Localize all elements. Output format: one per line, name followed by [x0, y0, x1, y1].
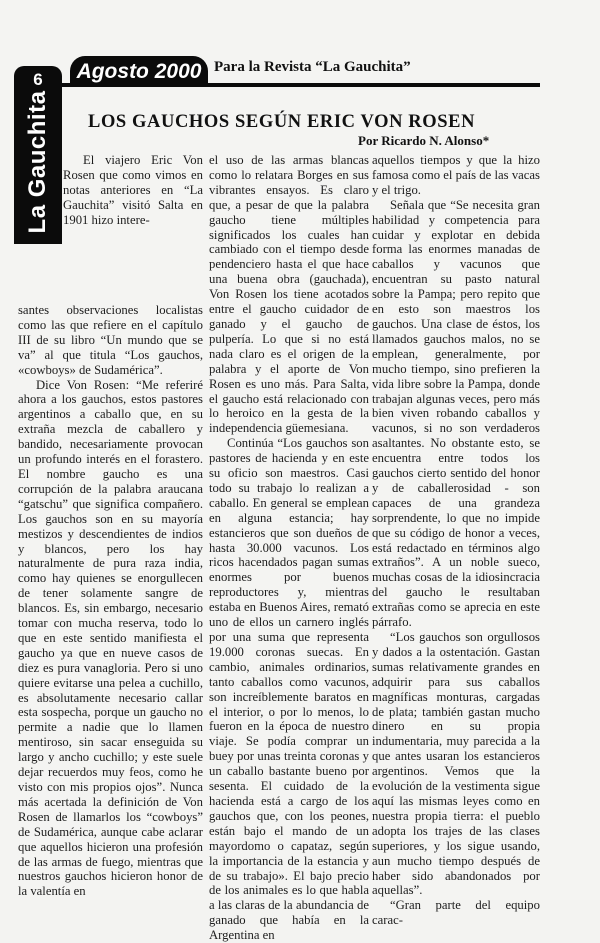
column-3 — [372, 153, 540, 928]
issue-date: Agosto 2000 — [70, 56, 208, 86]
paragraph: santes observaciones localistas como las que refiere en el capítulo III de su libro “Un mundo que se va” al que titula “Los gauchos, «cowboys» de Sudamérica”. — [18, 303, 203, 377]
paragraph: El viajero Eric Von Rosen que como vimos en notas anteriores en “La Gauchita” visitó Salta en 1901 hizo intere- — [63, 153, 203, 227]
paragraph: el uso de las armas blancas como lo relatara Borges en sus vibrantes ensayos. Es claro que, a pesar de que la palabra gaucho tiene múltiples significados los cuales han cambiado con el tiempo desde pendenciero hasta el que hace una buena obra (gauchada), Von Rosen los tiene acotados entre el gaucho cuidador de ganado y el gaucho de pulpería. Lo que si no está nada claro es el origen de la palabra y el aporte de Von Rosen es uno más. Para Salta, el gaucho está relacionado con lo heroico en la gesta de la independencia güemesiana. — [209, 153, 369, 436]
paragraph: Señala que “Se necesita gran habilidad y competencia para cuidar y explotar en debida forma las enormes manadas de caballos y vacunos que encuentran su pasto natural sobre la Pampa; pero repito que en esto son maestros los gauchos. Una clase de éstos, los llamados gauchos malos, no se emplean, generalmente, por mucho tiempo, sino prefieren la vida libre sobre la Pampa, donde trabajan algunas veces, pero más bien viven robando caballos y vacunos, si no son verdaderos asaltantes. No obstante esto, se encuentra entre todos los gauchos cierto sentido del honor y de caballerosidad - son capaces de una grandeza sorprendente, lo que no impide que su código de honor a veces, está redactado en términos algo extraños”. A un noble sueco, muchas cosas de la idiosincracia del gaucho le resultaban extrañas como se aprecia en este párrafo. — [372, 197, 540, 630]
revista-label: Para la Revista “La Gauchita” — [214, 59, 411, 75]
article-title: LOS GAUCHOS SEGÚN ERIC VON ROSEN — [88, 112, 476, 132]
byline: Por Ricardo N. Alonso* — [358, 133, 490, 148]
header-rule — [62, 83, 540, 87]
paragraph: “Gran parte del equipo carac- — [372, 898, 540, 928]
column-1 — [18, 303, 203, 899]
page-number: 6 — [33, 70, 43, 89]
paragraph: “Los gauchos son orgullosos y dados a la ostentación. Gastan sumas relativamente grandes en adquirir para sus caballos magníficas monturas, cargadas de plata; también gastan mucho dinero en su propia indumentaria, muy parecida a la que antes usaran los estancieros argentinos. Vemos que la evolución de la vestimenta sigue aquí las mismas leyes como en nuestra propia tierra: el pueblo adopta los trajes de las clases superiores, y los sigue usando, aun mucho tiempo después de haber sido abandonados por aquellas”. — [372, 630, 540, 898]
column-2 — [209, 153, 369, 943]
paragraph: aquellos tiempos y que la hizo famosa como el país de las vacas y el trigo. — [372, 153, 540, 197]
paragraph: Continúa “Los gauchos son pastores de hacienda y en este su oficio son maestros. Casi todo su trabajo lo realizan a caballo. En general se emplean en alguna estancia; hay estancieros que son dueños de hasta 30.000 vacunos. Los ricos hacendados pagan sumas enormes por buenos reproductores y, mientras estaba en Buenos Aires, remató uno de ellos un carnero inglés por una suma que representa 19.000 coronas suecas. En cambio, animales ordinarios, tanto caballos como vacunos, son increíblemente baratos en el interior, o por lo menos, lo fueron en la época de nuestro viaje. Se podía comprar un buey por unas treinta coronas y un caballo bastante bueno por sesenta. El cuidado de la hacienda está a cargo de los gauchos que, con los peones, están bajo el mando de un mayordomo o capataz, según la importancia de la estancia y de su trabajo». El bajo precio de los animales es lo que habla a las claras de la abundancia de ganado que había en la Argentina en — [209, 436, 369, 943]
magazine-tab-title: La Gauchita — [24, 90, 51, 234]
paragraph: Dice Von Rosen: “Me referiré ahora a los gauchos, estos pastores argentinos a caballo que, en su extraña mezcla de caballero y bandido, necesariamente provocan un profundo interés en el forastero. El nombre gaucho es una corrupción de la palabra araucana “gatschu” que significa compañero. Los gauchos son en su mayoría mestizos y descendientes de indios y blancos, pero los hay naturalmente de pura raza india, como hay quienes se enorgullecen de tener solamente sangre de blancos. Es, sin embargo, necesario tomar con mucha reserva, todo lo que en este sentido manifiesta el gaucho ya que en nueve casos de diez es pura vanagloria. Pero si uno quiere evitarse una pelea a cuchillo, es absolutamente necesario callar esta sospecha, porque un gaucho no permite a nadie que lo llamen mentiroso, sin sacar enseguida su largo y ancho cuchillo; y este suele dejar recuerdos muy feos, como he visto con mis propios ojos”. Nunca más acertada la definición de Von Rosen de llamarlos los “cowboys” de Sudamérica, aunque cabe aclarar que aquellos hicieron una profesión de las armas de fuego, mientras que nuestros gauchos hicieron honor de la valentía en — [18, 377, 203, 899]
column-1-top — [63, 153, 203, 228]
